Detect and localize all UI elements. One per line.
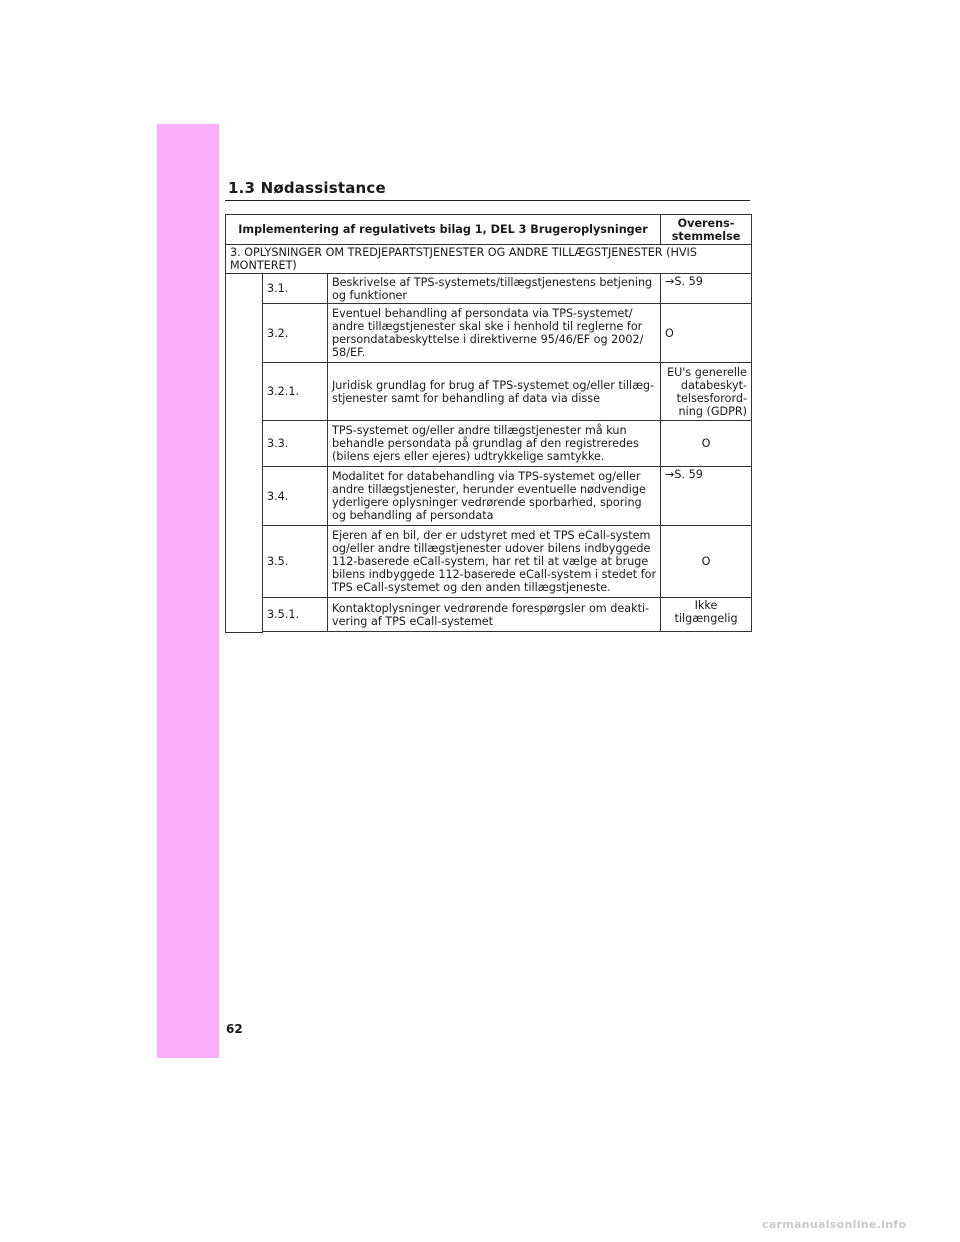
section-heading-row [226,245,752,274]
row-result: EU's generelle databeskyt- telsesforord- ning (GDPR) [661,363,752,421]
row-description: Juridisk grundlag for brug af TPS-systemet og/eller tillæg- stjenester samt for behandling af data via disse [328,363,661,421]
table-row [226,598,752,632]
header-implementation: Implementering af regulativets bilag 1, DEL 3 Brugeroplysninger [226,215,661,245]
row-description: Eventuel behandling af persondata via TPS-systemet/ andre tillægstjenester skal ske i henhold til reglerne for persondatabeskyttelse i direktiverne 95/46/EF og 2002/ 58/EF. [328,304,661,363]
row-description: Kontaktoplysninger vedrørende forespørgsler om deakti- vering af TPS eCall-systemet [328,598,661,632]
side-tab-marker [157,124,219,1058]
row-number: 3.5. [263,526,328,598]
row-number: 3.2. [263,304,328,363]
section-title: 1.3 Nødassistance [228,179,386,197]
row-number: 3.2.1. [263,363,328,421]
section-heading: 3. OPLYSNINGER OM TREDJEPARTSTJENESTER OG ANDRE TILLÆGSTJENESTER (HVIS MONTERET) [226,245,752,274]
regulation-table [225,214,752,633]
row-result: O [661,526,752,598]
row-result: →S. 59 [661,467,752,526]
indent-cell [226,274,263,633]
table-row [226,363,752,421]
row-description: TPS-systemet og/eller andre tillægstjenester må kun behandle persondata på grundlag af den registreredes (bilens ejers eller ejeres) udtrykkelige samtykke. [328,421,661,467]
row-result: →S. 59 [661,274,752,304]
row-number: 3.4. [263,467,328,526]
spacer-row [226,632,752,633]
row-description: Ejeren af en bil, der er udstyret med et TPS eCall-system og/eller andre tillægstjenester udover bilens indbyggede 112-baserede eCall-system, har ret til at vælge at bruge bilens indbyggede 112-baserede eCall-system i stedet for TPS eCall-systemet og den anden tillægstjeneste. [328,526,661,598]
header-compliance: Overens- stemmelse [661,215,752,245]
row-result: O [661,421,752,467]
row-result: Ikke tilgængelig [661,598,752,632]
footer-watermark: carmanualsonline.info [762,1218,907,1231]
row-description: Modalitet for databehandling via TPS-systemet og/eller andre tillægstjenester, herunder eventuelle nødvendige yderligere oplysninger vedrørende sporbarhed, sporing og behandling af persondata [328,467,661,526]
table-row [226,467,752,526]
page-number: 62 [226,1022,243,1036]
row-number: 3.5.1. [263,598,328,632]
row-result: O [661,304,752,363]
table-row [226,421,752,467]
title-divider [225,200,750,201]
table-row [226,526,752,598]
row-number: 3.3. [263,421,328,467]
row-number: 3.1. [263,274,328,304]
table-row [226,304,752,363]
table-header-row [226,215,752,245]
table-row [226,274,752,304]
row-description: Beskrivelse af TPS-systemets/tillægstjenestens betjening og funktioner [328,274,661,304]
